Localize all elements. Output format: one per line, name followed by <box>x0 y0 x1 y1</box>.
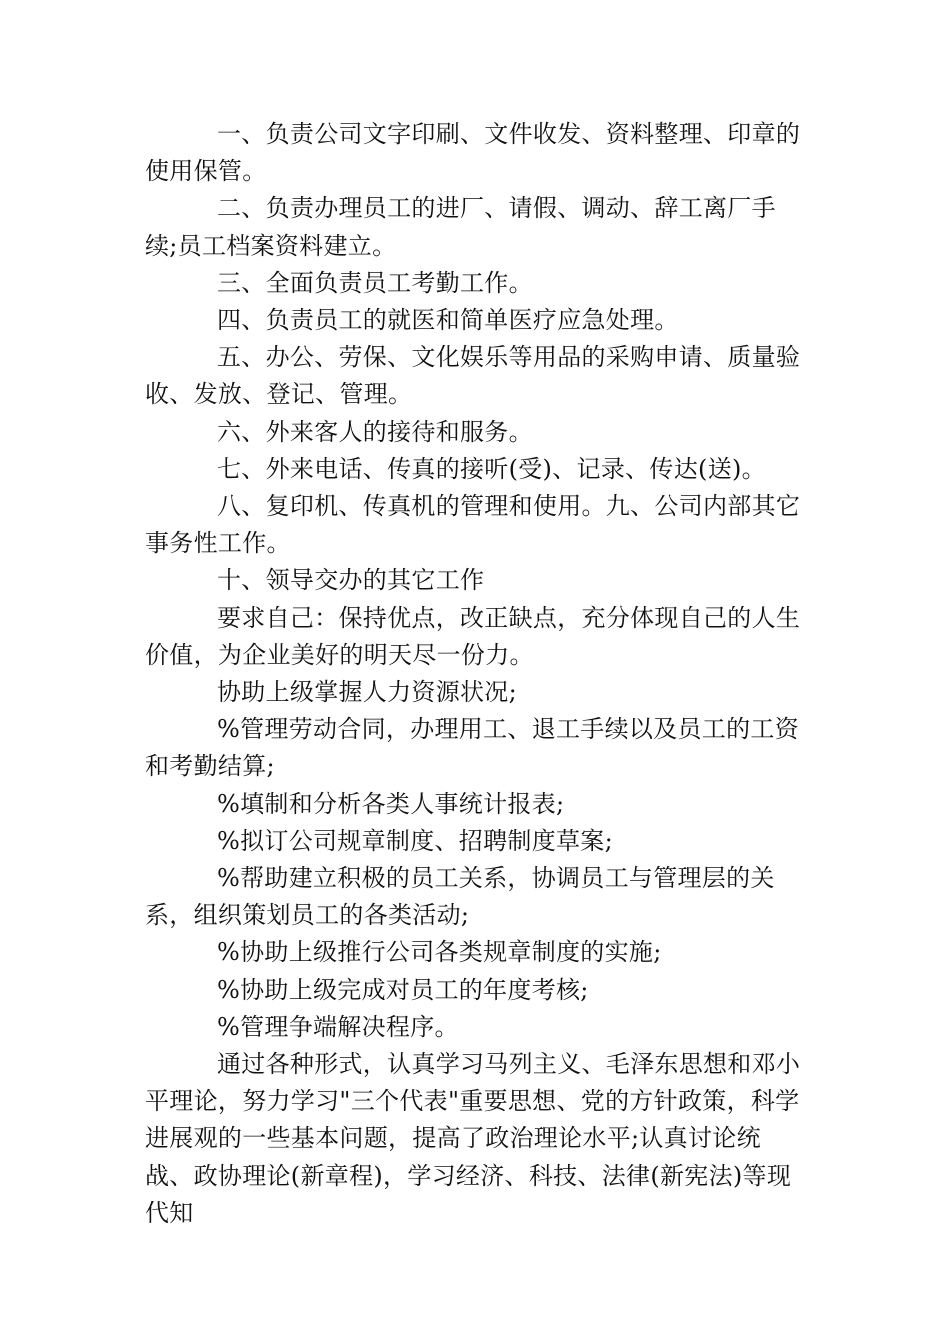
paragraph-6: 六、外来客人的接待和服务。 <box>217 417 533 446</box>
paragraph-16: %协助上级推行公司各类规章制度的实施; <box>217 938 662 967</box>
paragraph-12: %管理劳动合同，办理用工、退工手续以及员工的工资和考勤结算; <box>145 715 800 781</box>
paragraph-17: %协助上级完成对员工的年度考核; <box>217 975 589 1004</box>
paragraph-19: 通过各种形式，认真学习马列主义、毛泽东思想和邓小平理论，努力学习"三个代表"重要思想、党的方针政策，科学进展观的一些基本问题，提高了政治理论水平;认真讨论统战、政协理论(新章程)，学习经济、科技、法律(新宪法)等现代知 <box>145 1050 801 1227</box>
paragraph-9: 十、领导交办的其它工作 <box>217 566 485 595</box>
paragraph-11: 协助上级掌握人力资源状况; <box>217 678 517 707</box>
paragraph-4: 四、负责员工的就医和简单医疗应急处理。 <box>217 306 679 335</box>
paragraph-8: 八、复印机、传真机的管理和使用。九、公司内部其它事务性工作。 <box>145 492 801 558</box>
paragraph-2: 二、负责办理员工的进厂、请假、调动、辞工离厂手续;员工档案资料建立。 <box>145 194 776 260</box>
paragraph-10: 要求自己：保持优点，改正缺点，充分体现自己的人生价值，为企业美好的明天尽一份力。 <box>145 603 801 669</box>
paragraph-7: 七、外来电话、传真的接听(受)、记录、传达(送)。 <box>217 454 766 483</box>
paragraph-13: %填制和分析各类人事统计报表; <box>217 789 565 818</box>
paragraph-3: 三、全面负责员工考勤工作。 <box>217 268 533 297</box>
paragraph-15: %帮助建立积极的员工关系，协调员工与管理层的关系，组织策划员工的各类活动; <box>145 864 775 930</box>
paragraph-18: %管理争端解决程序。 <box>217 1012 459 1041</box>
document-body <box>145 116 805 1232</box>
paragraph-5: 五、办公、劳保、文化娱乐等用品的采购申请、质量验收、发放、登记、管理。 <box>145 343 801 409</box>
paragraph-1: 一、负责公司文字印刷、文件收发、资料整理、印章的使用保管。 <box>145 120 801 186</box>
paragraph-14: %拟订公司规章制度、招聘制度草案; <box>217 826 613 855</box>
